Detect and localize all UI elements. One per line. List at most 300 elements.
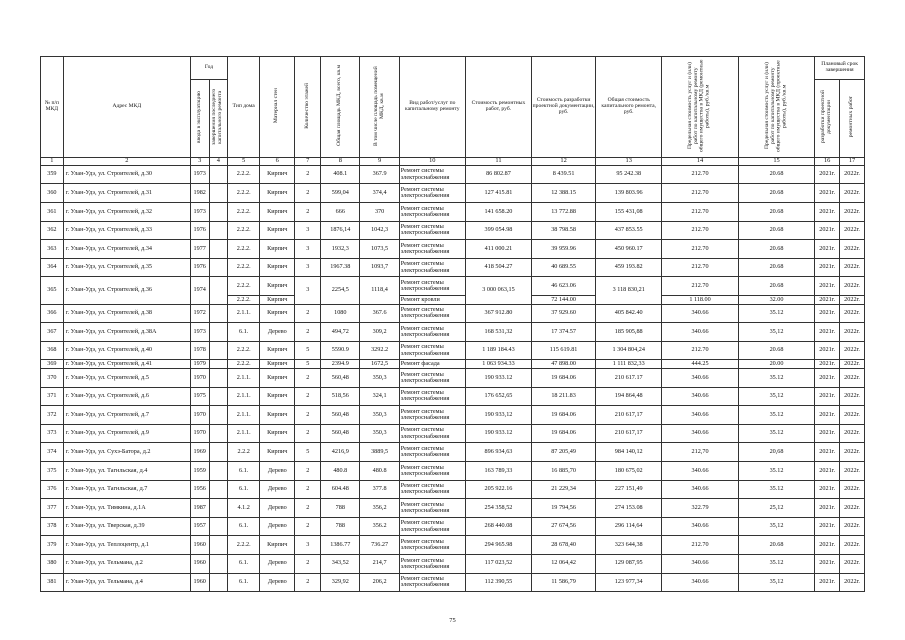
cell-design-cost: 115 619.81	[532, 341, 596, 360]
cell-residential-area: 377.8	[360, 480, 399, 499]
cell-residential-area: 1672,5	[360, 360, 399, 369]
cell-limit-cost: 212.70	[662, 341, 739, 360]
cell-residential-area: 367.6	[360, 304, 399, 323]
cell-work-type: Ремонт системы электроснабжения	[399, 554, 465, 573]
cell-planned-repair: 2022г.	[840, 296, 865, 305]
cell-residential-area: 350,3	[360, 406, 399, 425]
cell-total-area: 329,92	[321, 573, 360, 592]
cell-planned-repair: 2022г.	[840, 536, 865, 555]
cell-wall-material: Кирпич	[260, 184, 295, 203]
cell-limit-design: 35.12	[738, 304, 815, 323]
cell-address: г. Улан-Удэ, ул. Строителей, д.32	[63, 203, 190, 222]
cell-repair-cost: 117 023,52	[465, 554, 531, 573]
cell-repair-cost: 205 922.16	[465, 480, 531, 499]
cell-year-commission: 1959	[190, 461, 209, 480]
cell-design-cost: 21 229,34	[532, 480, 596, 499]
cell-limit-cost: 340.66	[662, 573, 739, 592]
cell-planned-repair: 2022г.	[840, 387, 865, 406]
cell-total-cost: 155 431,08	[596, 203, 662, 222]
column-number: 4	[209, 157, 228, 165]
cell-limit-cost: 340.66	[662, 387, 739, 406]
cell-repair-cost: 86 802.87	[465, 165, 531, 184]
cell-design-cost: 18 211.83	[532, 387, 596, 406]
cell-work-type: Ремонт системы электроснабжения	[399, 573, 465, 592]
cell-floors: 2	[295, 387, 321, 406]
cell-planned-design: 2021г.	[815, 203, 840, 222]
cell-design-cost: 46 623.06	[532, 277, 596, 296]
cell-total-area: 1876,14	[321, 221, 360, 240]
cell-planned-design: 2021г.	[815, 258, 840, 277]
cell-residential-area: 367.9	[360, 165, 399, 184]
cell-wall-material: Кирпич	[260, 258, 295, 277]
cell-house-type: 2.2.2.	[228, 536, 260, 555]
column-number: 11	[465, 157, 531, 165]
cell-design-cost: 27 674,56	[532, 517, 596, 536]
cell-wall-material: Кирпич	[260, 277, 295, 296]
cell-address: г. Улан-Удэ, ул. Строителей, д.38А	[63, 323, 190, 342]
cell-year-completion	[209, 368, 228, 387]
cell-no: 370	[41, 368, 64, 387]
cell-address: г. Улан-Удэ, ул. Тагнльская, д.7	[63, 480, 190, 499]
cell-house-type: 6.1.	[228, 573, 260, 592]
cell-address: г. Улан-Удэ, ул. Строителей, д.36	[63, 277, 190, 304]
cell-work-type: Ремонт системы электроснабжения	[399, 341, 465, 360]
cell-no: 361	[41, 203, 64, 222]
cell-repair-cost: 254 358,52	[465, 499, 531, 518]
cell-year-commission: 1973	[190, 203, 209, 222]
cell-limit-cost: 212,70	[662, 443, 739, 462]
cell-planned-design: 2021г.	[815, 304, 840, 323]
cell-planned-design: 2021г.	[815, 184, 840, 203]
cell-limit-cost: 212.70	[662, 203, 739, 222]
col-address-header: Адрес МКД	[63, 57, 190, 158]
cell-floors: 2	[295, 517, 321, 536]
cell-limit-cost: 212.70	[662, 221, 739, 240]
cell-planned-repair: 2022г.	[840, 406, 865, 425]
cell-house-type: 2.2.2.	[228, 296, 260, 305]
cell-floors: 2	[295, 424, 321, 443]
cell-planned-design: 2021г.	[815, 536, 840, 555]
cell-design-cost: 11 586,79	[532, 573, 596, 592]
cell-work-type: Ремонт системы электроснабжения	[399, 304, 465, 323]
cell-wall-material: Кирпич	[260, 424, 295, 443]
cell-planned-design: 2021г.	[815, 165, 840, 184]
column-number: 14	[662, 157, 739, 165]
cell-design-cost: 19 684.06	[532, 368, 596, 387]
cell-year-completion	[209, 517, 228, 536]
col-total-cost-header: Общая стоимость капитального ремонта, руб.	[596, 57, 662, 158]
cell-floors: 3	[295, 277, 321, 304]
cell-year-completion	[209, 406, 228, 425]
column-number: 8	[321, 157, 360, 165]
cell-house-type: 6.1.	[228, 554, 260, 573]
cell-address: г. Улан-Удэ, ул. Тимкина, д.1А	[63, 499, 190, 518]
cell-floors: 2	[295, 304, 321, 323]
col-year-completion-header: завершения последнего капитального ремонта	[209, 80, 228, 158]
cell-house-type: 2.1.1.	[228, 406, 260, 425]
cell-total-cost: 210 617.17	[596, 368, 662, 387]
cell-total-area: 494,72	[321, 323, 360, 342]
cell-wall-material: Кирпич	[260, 406, 295, 425]
table-row	[41, 304, 865, 323]
col-design-cost-header: Стоимость разработки проектной документации, руб.	[532, 57, 596, 158]
cell-total-area: 560,48	[321, 406, 360, 425]
cell-limit-design: 20.68	[738, 165, 815, 184]
cell-house-type: 2.2.2.	[228, 258, 260, 277]
cell-limit-cost: 212.70	[662, 536, 739, 555]
cell-work-type: Ремонт системы электроснабжения	[399, 368, 465, 387]
cell-work-type: Ремонт системы электроснабжения	[399, 240, 465, 259]
column-number: 10	[399, 157, 465, 165]
cell-repair-cost: 367 912.80	[465, 304, 531, 323]
cell-house-type: 2.2.2.	[228, 165, 260, 184]
cell-planned-repair: 2022г.	[840, 258, 865, 277]
cell-residential-area: 736.27	[360, 536, 399, 555]
cell-limit-cost: 340.66	[662, 406, 739, 425]
cell-floors: 3	[295, 221, 321, 240]
table-row	[41, 277, 865, 296]
cell-residential-area: 206,2	[360, 573, 399, 592]
cell-limit-design: 35,12	[738, 517, 815, 536]
cell-total-area: 480.8	[321, 461, 360, 480]
cell-address: г. Улан-Удэ, ул. Тельмана, д.4	[63, 573, 190, 592]
cell-year-commission: 1957	[190, 517, 209, 536]
col-work-type-header: Вид работ/услуг по капитальному ремонту	[399, 57, 465, 158]
cell-total-area: 788	[321, 499, 360, 518]
cell-planned-repair: 2022г.	[840, 360, 865, 369]
table-row	[41, 480, 865, 499]
cell-floors: 2	[295, 165, 321, 184]
col-house-type-header: Тип дома	[228, 57, 260, 158]
cell-house-type: 6.1.	[228, 323, 260, 342]
cell-work-type: Ремонт системы электроснабжения	[399, 499, 465, 518]
cell-design-cost: 87 205,49	[532, 443, 596, 462]
col-floors-header: Количество этажей	[295, 57, 321, 158]
cell-house-type: 6.1.	[228, 461, 260, 480]
cell-limit-design: 35.12	[738, 424, 815, 443]
cell-limit-design: 35.12	[738, 554, 815, 573]
cell-wall-material: Кирпич	[260, 341, 295, 360]
cell-total-cost: 274 153.08	[596, 499, 662, 518]
table-row	[41, 341, 865, 360]
cell-planned-design: 2021г.	[815, 443, 840, 462]
cell-limit-cost: 340.66	[662, 461, 739, 480]
cell-year-completion	[209, 461, 228, 480]
cell-work-type: Ремонт системы электроснабжения	[399, 517, 465, 536]
cell-limit-design: 20.68	[738, 240, 815, 259]
table-row	[41, 461, 865, 480]
cell-year-completion	[209, 360, 228, 369]
cell-year-completion	[209, 424, 228, 443]
cell-limit-design: 35,12	[738, 387, 815, 406]
cell-wall-material: Кирпич	[260, 368, 295, 387]
cell-design-cost: 28 678,40	[532, 536, 596, 555]
cell-design-cost: 12 388.15	[532, 184, 596, 203]
cell-limit-design: 20.68	[738, 341, 815, 360]
cell-limit-design: 32.00	[738, 296, 815, 305]
cell-address: г. Улан-Удэ, ул. Тельмана, д.2	[63, 554, 190, 573]
col-year-group-header: Год	[190, 57, 227, 80]
cell-floors: 5	[295, 341, 321, 360]
cell-limit-design: 20.00	[738, 360, 815, 369]
col-limit-cost-header: Предельная стоимость услуг и (или) работ по капитальному ремонту общего имущества в МКД (ремонтные работы), руб./кв.м	[662, 57, 739, 158]
column-number: 17	[840, 157, 865, 165]
column-number: 2	[63, 157, 190, 165]
cell-address: г. Улан-Удэ, ул. Строителей, д.38	[63, 304, 190, 323]
cell-work-type: Ремонт системы электроснабжения	[399, 165, 465, 184]
cell-work-type: Ремонт системы электроснабжения	[399, 424, 465, 443]
table-row	[41, 573, 865, 592]
page-number: 75	[449, 617, 456, 624]
cell-house-type: 2.2.2.	[228, 240, 260, 259]
cell-address: г. Улан-Удэ, ул. Строителей, д.35	[63, 258, 190, 277]
cell-floors: 2	[295, 203, 321, 222]
cell-total-cost: 210 617,17	[596, 406, 662, 425]
cell-year-commission: 1960	[190, 573, 209, 592]
cell-address: г. Улан-Удэ, ул. Строителей, д.40	[63, 341, 190, 360]
cell-planned-design: 2021г.	[815, 573, 840, 592]
cell-year-completion	[209, 323, 228, 342]
cell-total-cost: 1 304 804,24	[596, 341, 662, 360]
cell-no: 369	[41, 360, 64, 369]
cell-repair-cost: 1 189 184.43	[465, 341, 531, 360]
cell-no: 363	[41, 240, 64, 259]
cell-no: 378	[41, 517, 64, 536]
cell-total-cost: 185 905,88	[596, 323, 662, 342]
cell-design-cost: 72 144.00	[532, 296, 596, 305]
cell-limit-cost: 340.66	[662, 554, 739, 573]
col-residential-area-header: В том числе площадь помещений МКД, кв.м	[360, 57, 399, 158]
cell-planned-repair: 2022г.	[840, 368, 865, 387]
cell-no: 365	[41, 277, 64, 304]
cell-floors: 2	[295, 480, 321, 499]
table-row	[41, 184, 865, 203]
column-number: 7	[295, 157, 321, 165]
cell-residential-area: 356.2	[360, 517, 399, 536]
cell-repair-cost: 418 504.27	[465, 258, 531, 277]
cell-no: 362	[41, 221, 64, 240]
cell-year-commission: 1973	[190, 165, 209, 184]
column-number: 1	[41, 157, 64, 165]
cell-wall-material: Дерево	[260, 499, 295, 518]
cell-no: 381	[41, 573, 64, 592]
cell-wall-material: Кирпич	[260, 304, 295, 323]
cell-design-cost: 13 772.88	[532, 203, 596, 222]
cell-work-type: Ремонт фасада	[399, 360, 465, 369]
cell-limit-design: 35.12	[738, 480, 815, 499]
cell-total-cost: 139 803.96	[596, 184, 662, 203]
cell-planned-repair: 2022г.	[840, 221, 865, 240]
column-number: 16	[815, 157, 840, 165]
cell-residential-area: 1042,3	[360, 221, 399, 240]
cell-floors: 2	[295, 368, 321, 387]
cell-work-type: Ремонт системы электроснабжения	[399, 461, 465, 480]
cell-address: г. Улан-Удэ, ул. Строителей, д.7	[63, 406, 190, 425]
cell-design-cost: 40 689.55	[532, 258, 596, 277]
cell-limit-cost: 1 118.00	[662, 296, 739, 305]
cell-planned-design: 2021г.	[815, 296, 840, 305]
cell-address: г. Улан-Удэ, ул. Строителей, д.30	[63, 165, 190, 184]
cell-address: г. Улан-Удэ, ул. Строителей, д.41	[63, 360, 190, 369]
cell-limit-cost: 340.66	[662, 323, 739, 342]
cell-total-cost: 3 118 830,21	[596, 277, 662, 304]
cell-limit-cost: 322.79	[662, 499, 739, 518]
cell-repair-cost: 163 789,33	[465, 461, 531, 480]
cell-year-commission: 1975	[190, 387, 209, 406]
cell-planned-design: 2021г.	[815, 424, 840, 443]
cell-house-type: 2.2.2.	[228, 184, 260, 203]
cell-house-type: 2.2.2.	[228, 341, 260, 360]
table-row	[41, 360, 865, 369]
cell-address: г. Улан-Удэ, ул. Строителей, д.33	[63, 221, 190, 240]
table-body-b	[41, 304, 865, 592]
cell-total-area: 560,48	[321, 368, 360, 387]
cell-total-cost: 227 151,49	[596, 480, 662, 499]
cell-house-type: 2.1.1.	[228, 368, 260, 387]
cell-repair-cost: 1 063 934.33	[465, 360, 531, 369]
cell-total-area: 4216,9	[321, 443, 360, 462]
cell-total-cost: 180 675,02	[596, 461, 662, 480]
cell-planned-repair: 2022г.	[840, 461, 865, 480]
table-row	[41, 240, 865, 259]
cell-planned-design: 2021г.	[815, 387, 840, 406]
table-row	[41, 406, 865, 425]
cell-year-commission: 1970	[190, 368, 209, 387]
cell-residential-area: 324,1	[360, 387, 399, 406]
cell-floors: 5	[295, 443, 321, 462]
cell-limit-design: 20.68	[738, 203, 815, 222]
cell-year-commission: 1972	[190, 304, 209, 323]
cell-total-cost: 450 960.17	[596, 240, 662, 259]
cell-limit-design: 20,68	[738, 443, 815, 462]
cell-planned-repair: 2022г.	[840, 573, 865, 592]
table-row	[41, 387, 865, 406]
cell-year-completion	[209, 258, 228, 277]
cell-total-area: 2394.9	[321, 360, 360, 369]
col-wall-material-header: Материал стен	[260, 57, 295, 158]
cell-limit-design: 20.68	[738, 184, 815, 203]
cell-work-type: Ремонт системы электроснабжения	[399, 480, 465, 499]
cell-planned-repair: 2022г.	[840, 554, 865, 573]
table-row	[41, 517, 865, 536]
cell-design-cost: 19 684.06	[532, 406, 596, 425]
cell-residential-area: 370	[360, 203, 399, 222]
cell-planned-design: 2021г.	[815, 461, 840, 480]
cell-planned-repair: 2022г.	[840, 165, 865, 184]
cell-total-area: 5590.9	[321, 341, 360, 360]
cell-no: 367	[41, 323, 64, 342]
cell-year-commission: 1979	[190, 360, 209, 369]
cell-year-commission: 1956	[190, 480, 209, 499]
cell-planned-design: 2021г.	[815, 341, 840, 360]
table-row	[41, 554, 865, 573]
cell-wall-material: Кирпич	[260, 240, 295, 259]
cell-total-area: 560,48	[321, 424, 360, 443]
cell-total-cost: 194 864,48	[596, 387, 662, 406]
cell-wall-material: Кирпич	[260, 203, 295, 222]
cell-wall-material: Кирпич	[260, 221, 295, 240]
cell-house-type: 2.2.2.	[228, 203, 260, 222]
cell-house-type: 2.2.2	[228, 443, 260, 462]
cell-floors: 2	[295, 461, 321, 480]
cell-planned-repair: 2022г.	[840, 323, 865, 342]
header-row	[41, 57, 865, 80]
cell-address: г. Улан-Удэ, ул. Тагнльская, д.4	[63, 461, 190, 480]
cell-design-cost: 19 794,56	[532, 499, 596, 518]
cell-work-type: Ремонт кровли	[399, 296, 465, 305]
cell-limit-cost: 212.70	[662, 165, 739, 184]
cell-repair-cost: 399 054.98	[465, 221, 531, 240]
table-row	[41, 424, 865, 443]
cell-work-type: Ремонт системы электроснабжения	[399, 406, 465, 425]
cell-no: 359	[41, 165, 64, 184]
cell-total-area: 1932,3	[321, 240, 360, 259]
cell-planned-repair: 2022г.	[840, 203, 865, 222]
cell-residential-area: 3292.2	[360, 341, 399, 360]
cell-limit-cost: 340.66	[662, 304, 739, 323]
cell-planned-design: 2021г.	[815, 517, 840, 536]
cell-work-type: Ремонт системы электроснабжения	[399, 203, 465, 222]
cell-planned-design: 2021г.	[815, 368, 840, 387]
column-number: 13	[596, 157, 662, 165]
cell-repair-cost: 3 000 063,15	[465, 277, 531, 304]
cell-residential-area: 1118,4	[360, 277, 399, 304]
cell-design-cost: 38 798.58	[532, 221, 596, 240]
cell-residential-area: 3889,5	[360, 443, 399, 462]
cell-planned-repair: 2022г.	[840, 184, 865, 203]
cell-limit-design: 20.68	[738, 258, 815, 277]
cell-total-area: 604.48	[321, 480, 360, 499]
column-number-row	[41, 157, 865, 165]
cell-floors: 2	[295, 573, 321, 592]
cell-address: г. Улан-Удэ, ул. Теплоцентр, д.1	[63, 536, 190, 555]
cell-no: 366	[41, 304, 64, 323]
cell-total-cost: 129 087,95	[596, 554, 662, 573]
table-row	[41, 221, 865, 240]
cell-house-type: 2.2.2.	[228, 360, 260, 369]
table-body-a	[41, 165, 865, 277]
cell-floors: 2	[295, 323, 321, 342]
cell-residential-area: 350,3	[360, 424, 399, 443]
cell-planned-repair: 2022г.	[840, 499, 865, 518]
cell-total-area: 1080	[321, 304, 360, 323]
cell-design-cost: 17 374.57	[532, 323, 596, 342]
cell-address: г. Улан-Удэ, ул. Сухэ-Батора, д.2	[63, 443, 190, 462]
table-body-365	[41, 277, 865, 304]
cell-address: г. Улан-Удэ, ул. Строителей, д.5	[63, 368, 190, 387]
cell-house-type: 4.1.2	[228, 499, 260, 518]
cell-year-completion	[209, 554, 228, 573]
cell-house-type: 2.1.1.	[228, 424, 260, 443]
cell-year-commission: 1969	[190, 443, 209, 462]
cell-planned-design: 2021г.	[815, 406, 840, 425]
cell-total-area: 518,56	[321, 387, 360, 406]
cell-wall-material: Кирпич	[260, 360, 295, 369]
cell-total-area: 408.1	[321, 165, 360, 184]
column-number: 6	[260, 157, 295, 165]
cell-year-completion	[209, 165, 228, 184]
cell-planned-design: 2021г.	[815, 277, 840, 296]
cell-total-area: 1386.77	[321, 536, 360, 555]
cell-repair-cost: 190 933.12	[465, 424, 531, 443]
cell-year-completion	[209, 480, 228, 499]
cell-wall-material: Дерево	[260, 461, 295, 480]
cell-no: 368	[41, 341, 64, 360]
cell-work-type: Ремонт системы электроснабжения	[399, 221, 465, 240]
cell-year-commission: 1976	[190, 221, 209, 240]
cell-design-cost: 8 439.51	[532, 165, 596, 184]
cell-no: 371	[41, 387, 64, 406]
